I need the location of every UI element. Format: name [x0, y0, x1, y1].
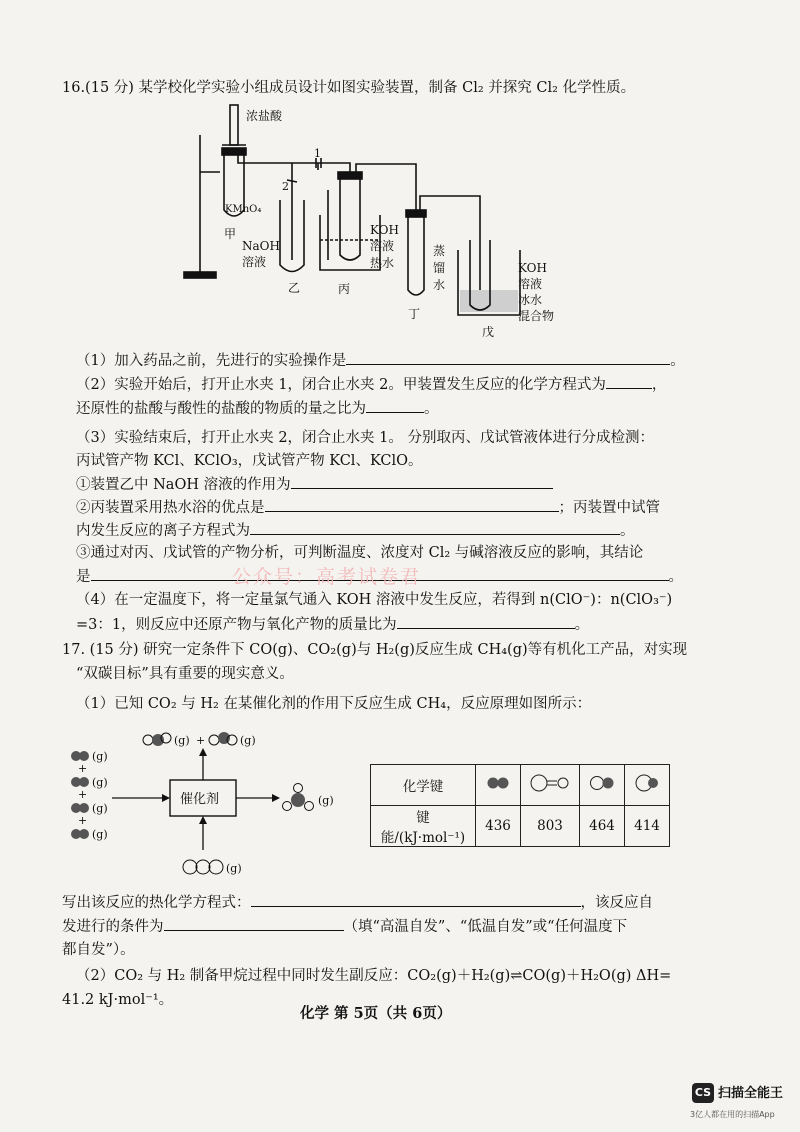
- label-wu: 戊: [482, 325, 495, 339]
- label-clamp-2: 2: [282, 180, 289, 193]
- label-bing-solution: 溶液: [370, 239, 395, 253]
- energy-c-h: 414: [625, 806, 670, 847]
- bond-c-o-double: [521, 765, 580, 806]
- label-ding-1: 蒸: [433, 244, 446, 258]
- label-conc-hcl: 浓盐酸: [246, 109, 283, 123]
- catalyst-label: 催化剂: [180, 792, 220, 807]
- q16-part3-item3-cont: 是 。: [76, 566, 683, 587]
- label-bing-koh: KOH: [370, 223, 399, 237]
- q17-part1: （1）已知 CO₂ 与 H₂ 在某催化剂的作用下反应生成 CH₄，反应原理如图所示：: [76, 696, 592, 712]
- bond-energy-table: [370, 764, 670, 847]
- label-jia: 甲: [224, 227, 237, 241]
- label-bing: 丙: [338, 282, 351, 296]
- q17-part2-line1: （2）CO₂ 与 H₂ 制备甲烷过程中同时发生副反应：CO₂(g)＋H₂(g)⇌CO(g)＋H₂O(g) ΔH=: [76, 968, 672, 984]
- svg-text:(g): (g): [92, 828, 108, 841]
- svg-text:(g): (g): [226, 862, 242, 875]
- svg-text:(g): (g): [174, 734, 190, 747]
- q17-reaction-diagram: [62, 722, 362, 882]
- svg-text:+: +: [78, 762, 88, 775]
- energy-h-h: 436: [476, 806, 521, 847]
- q16-part3-line2: 丙试管产物 KCl、KClO₃，戊试管产物 KCl、KClO。: [76, 453, 423, 469]
- label-naoh-2: 溶液: [242, 255, 267, 269]
- q16-part2-line1: （2）实验开始后，打开止水夹 1，闭合止水夹 2。甲装置发生反应的化学方程式为 ，: [76, 374, 666, 395]
- q17-part1-eq: 写出该反应的热化学方程式： ，该反应自: [62, 892, 653, 913]
- q16-part4-line1: （4）在一定温度下，将一定量氯气通入 KOH 溶液中发生反应，若得到 n(ClO⁻)：n(ClO₃⁻): [76, 592, 673, 608]
- bond-o-h: [580, 765, 625, 806]
- energy-c-o: 803: [521, 806, 580, 847]
- svg-text:+: +: [196, 734, 206, 747]
- q17-part1-cond: 发进行的条件为 （填“高温自发”、“低温自发”或“任何温度下: [62, 916, 627, 937]
- q16-part3-item2: ②丙装置采用热水浴的优点是 ；丙装置中试管: [76, 497, 660, 518]
- label-yi: 乙: [288, 281, 301, 295]
- label-clamp-1: 1: [314, 147, 321, 160]
- svg-text:(g): (g): [92, 802, 108, 815]
- q16-part3-item1: ①装置乙中 NaOH 溶液的作用为: [76, 474, 553, 495]
- q16-part2-line2: 还原性的盐酸与酸性的盐酸的物质的量之比为 。: [76, 398, 439, 419]
- svg-text:+: +: [78, 788, 88, 801]
- q17-part1-cond-cont: 都自发”）。: [62, 942, 135, 958]
- svg-text:(g): (g): [240, 734, 256, 747]
- q17-part2-line2: 41.2 kJ·mol⁻¹。: [62, 992, 174, 1008]
- q16-apparatus-diagram: [180, 100, 580, 345]
- q16-part3-item3: ③通过对丙、戊试管的产物分析，可判断温度、浓度对 Cl₂ 与碱溶液反应的影响，其结论: [76, 545, 644, 561]
- label-naoh-1: NaOH: [242, 239, 280, 253]
- label-bing-hot-water: 热水: [370, 256, 395, 270]
- page-footer: 化学 第 5页（共 6页）: [300, 1005, 452, 1022]
- watermark: 公众号：高考试卷君: [232, 566, 422, 588]
- q16-part1: （1）加入药品之前，先进行的实验操作是 。: [76, 350, 685, 371]
- label-wu-koh: KOH: [518, 261, 547, 275]
- label-wu-ice-water: 冰水: [518, 293, 543, 307]
- q16-part4-line2: =3：1，则反应中还原产物与氧化产物的质量比为 。: [76, 614, 589, 635]
- label-ding: 丁: [408, 307, 421, 321]
- q16-part3-item2-cont: 内发生反应的离子方程式为 。: [76, 520, 635, 541]
- energy-o-h: 464: [580, 806, 625, 847]
- q16-title: 16.(15 分) 某学校化学实验小组成员设计如图实验装置，制备 Cl₂ 并探究 Cl₂ 化学性质。: [62, 80, 636, 96]
- label-wu-solution: 溶液: [518, 277, 543, 291]
- scanner-slogan: 3亿人都在用的扫描App: [690, 1110, 775, 1119]
- q16-part3-line1: （3）实验结束后，打开止水夹 2，闭合止水夹 1。 分别取丙、戊试管液体进行分成检测：: [76, 430, 654, 446]
- label-ding-3: 水: [433, 278, 446, 292]
- svg-text:(g): (g): [92, 750, 108, 763]
- svg-text:(g): (g): [92, 776, 108, 789]
- label-kmno4: KMnO₄: [225, 204, 262, 215]
- svg-text:(g): (g): [318, 794, 334, 807]
- svg-text:+: +: [78, 814, 88, 827]
- bond-header: 化学键: [371, 765, 476, 806]
- scanner-name: 扫描全能王: [718, 1086, 784, 1101]
- bond-h-h: [476, 765, 521, 806]
- scanner-logo: CS: [692, 1083, 714, 1103]
- energy-header: 键能/(kJ·mol⁻¹): [371, 806, 476, 847]
- q17-title-line2: “双碳目标”具有重要的现实意义。: [76, 666, 294, 682]
- q17-title-line1: 17. (15 分) 研究一定条件下 CO(g)、CO₂(g)与 H₂(g)反应生成 CH₄(g)等有机化工产品，对实现: [62, 642, 688, 658]
- label-wu-mixture: 混合物: [518, 309, 555, 323]
- label-ding-2: 馏: [433, 261, 446, 275]
- bond-c-h: [625, 765, 670, 806]
